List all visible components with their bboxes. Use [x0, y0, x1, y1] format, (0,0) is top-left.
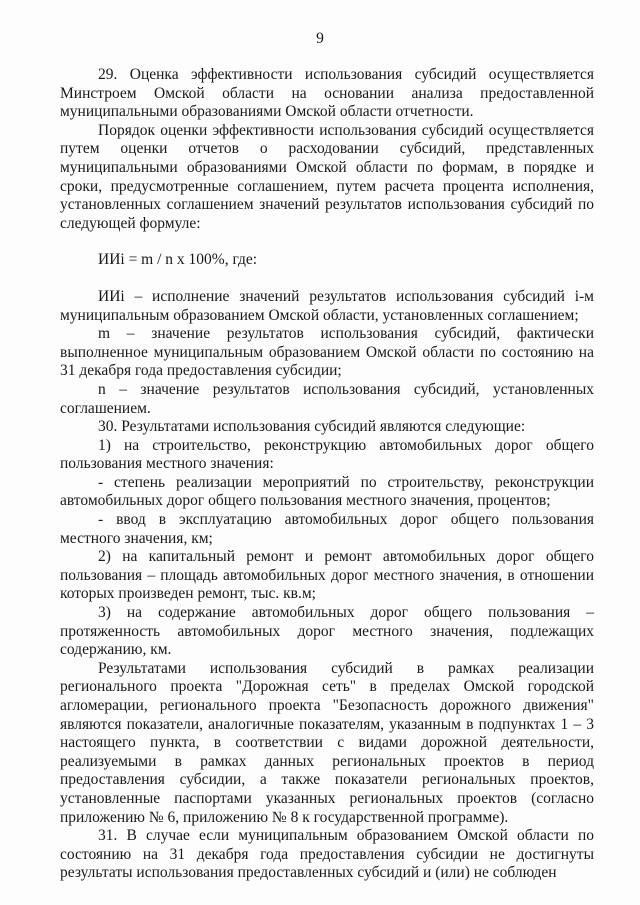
item-1-construction: 1) на строительство, реконструкцию автомобильных дорог общего пользования местного значения: [60, 436, 594, 473]
item-3-maintenance: 3) на содержание автомобильных дорог общего пользования – протяженность автомобильных дорог местного значения, подлежащих содержанию, км. [60, 604, 594, 659]
paragraph-evaluation-procedure: Порядок оценки эффективности использования субсидий осуществляется путем оценки отчетов о расходовании субсидий, представленных муниципальными образованиями Омской области по формам, в порядке и сроки, предусмотренные соглашением, путем расчета процента исполнения, установленных соглашением значений результатов использования субсидий по следующей формуле: [60, 121, 594, 232]
definition-ii: ИИi – исполнение значений результатов использования субсидий i-м муниципальным образованием Омской области, установленных соглашением; [60, 287, 594, 324]
item-2-repair: 2) на капитальный ремонт и ремонт автомобильных дорог общего пользования – площадь автомобильных дорог местного значения, в отношении которых произведен ремонт, тыс. кв.м; [60, 548, 594, 603]
definition-m: m – значение результатов использования субсидий, фактически выполненное муниципальным образованием Омской области по состоянию на 31 декабря года предоставления субсидии; [60, 325, 594, 380]
page-number: 9 [316, 30, 324, 47]
paragraph-29: 29. Оценка эффективности использования субсидий осуществляется Минстроем Омской области на основании анализа предоставленной муниципальными образованиями Омской области отчетности. [60, 66, 594, 121]
item-1-bullet-commissioning: - ввод в эксплуатацию автомобильных дорог общего пользования местного значения, км; [60, 511, 594, 547]
formula: ИИi = m / n x 100%, где: [98, 251, 258, 269]
paragraph-31: 31. В случае если муниципальным образованием Омской области по состоянию на 31 декабря года предоставления субсидии не достигнуты результаты использования предоставленных субсидий и (или) не соблюден [60, 827, 594, 882]
paragraph-regional-projects: Результатами использования субсидий в рамках реализации регионального проекта "Дорожная сеть" в пределах Омской городской агломерации, регионального проекта "Безопасность дорожного движения" являются показатели, аналогичные показателям, указанным в подпунктах 1 – 3 настоящего пункта, в соответствии с видами дорожной деятельности, реализуемыми в рамках данных региональных проектов в период предоставления субсидии, а также показатели региональных проектов, установленные паспортами указанных региональных проектов (согласно приложению № 6, приложению № 8 к государственной программе). [60, 659, 594, 826]
item-1-bullet-progress: - степень реализации мероприятий по строительству, реконструкции автомобильных дорог общего пользования местного значения, процентов; [60, 473, 594, 510]
definition-n: n – значение результатов использования субсидий, установленных соглашением. [60, 380, 594, 417]
document-body [60, 66, 594, 883]
paragraph-30: 30. Результатами использования субсидий являются следующие: [98, 418, 526, 436]
